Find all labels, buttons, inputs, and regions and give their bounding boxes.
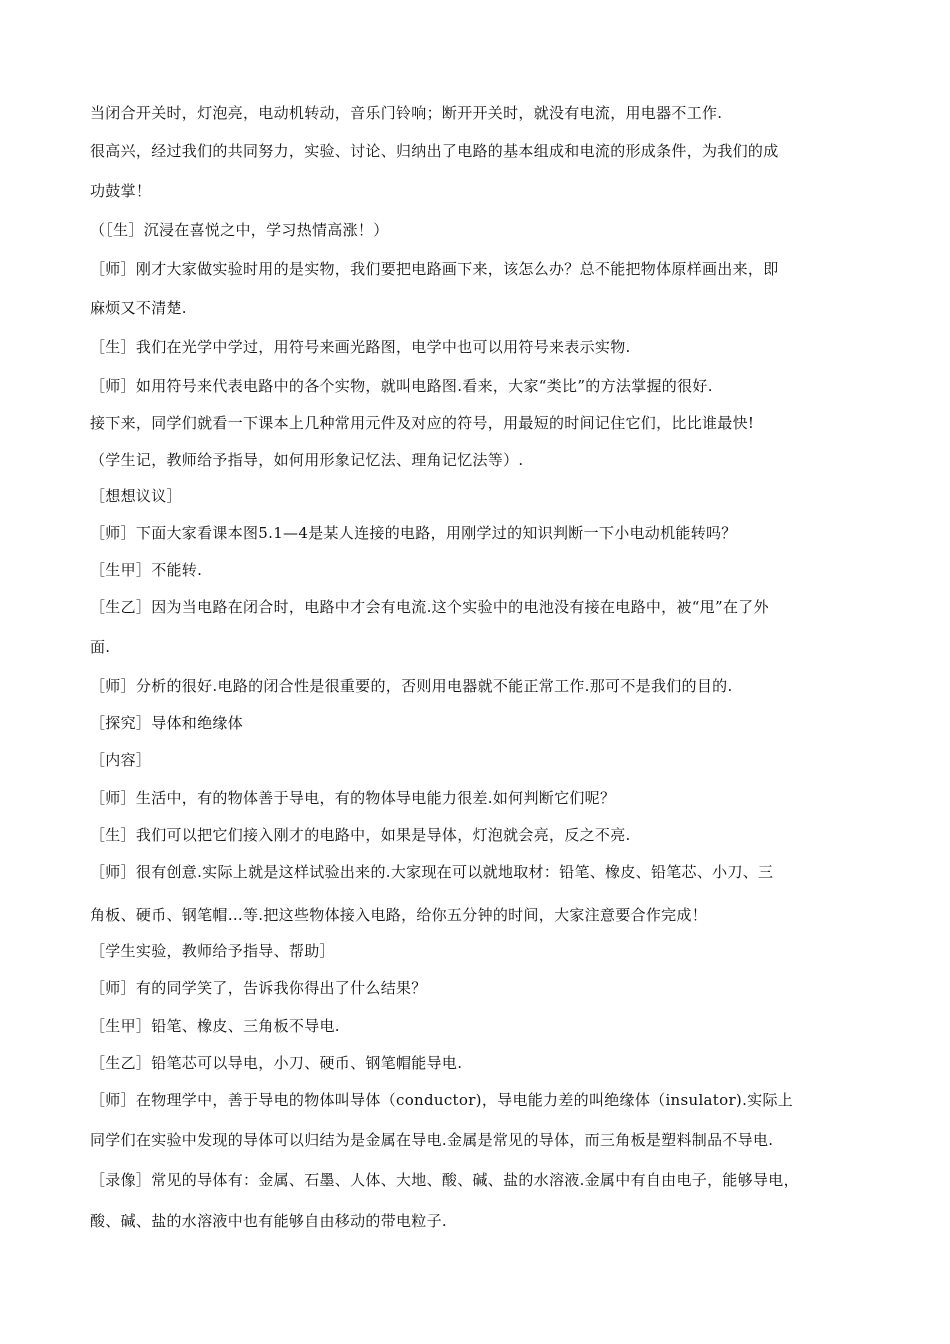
text-line: ［师］生活中，有的物体善于导电，有的物体导电能力很差.如何判断它们呢？	[90, 789, 616, 807]
text-line: 麻烦又不清楚.	[90, 299, 187, 317]
text-line: ［师］刚才大家做实验时用的是实物，我们要把电路画下来，该怎么办？总不能把物体原样画出来，即	[90, 260, 779, 278]
text-line: ［师］很有创意.实际上就是这样试验出来的.大家现在可以就地取材：铅笔、橡皮、铅笔芯、小刀、三	[90, 863, 774, 881]
text-line: ［生乙］因为当电路在闭合时，电路中才会有电流.这个实验中的电池没有接在电路中，被“甩”在了外	[90, 598, 769, 616]
text-line: ［内容］	[90, 751, 152, 769]
text-line: ［师］在物理学中，善于导电的物体叫导体（conductor)，导电能力差的叫绝缘体（insulator).实际上	[90, 1091, 794, 1109]
text-line: 很高兴，经过我们的共同努力，实验、讨论、归纳出了电路的基本组成和电流的形成条件，为我们的成	[90, 142, 779, 160]
text-line: ［师］下面大家看课本图5.1—4是某人连接的电路，用刚学过的知识判断一下小电动机能转吗？	[90, 524, 737, 542]
text-line: 角板、硬币、钢笔帽…等.把这些物体接入电路，给你五分钟的时间，大家注意要合作完成！	[90, 906, 708, 924]
text-line: ［生］我们可以把它们接入刚才的电路中，如果是导体，灯泡就会亮，反之不亮.	[90, 826, 631, 844]
text-line: ［师］分析的很好.电路的闭合性是很重要的，否则用电器就不能正常工作.那可不是我们的目的.	[90, 677, 733, 695]
text-line: 同学们在实验中发现的导体可以归结为是金属在导电.金属是常见的导体，而三角板是塑料制品不导电.	[90, 1131, 774, 1149]
text-line: （学生记，教师给予指导，如何用形象记忆法、理角记忆法等）.	[90, 451, 524, 469]
text-line: ［生甲］铅笔、橡皮、三角板不导电.	[90, 1017, 340, 1035]
text-line: ［师］如用符号来代表电路中的各个实物，就叫电路图.看来，大家“类比”的方法掌握的很好.	[90, 377, 713, 395]
text-line: 功鼓掌！	[90, 182, 152, 200]
text-line: 面.	[90, 638, 111, 656]
text-line: ［生甲］不能转.	[90, 561, 203, 579]
text-line: ［学生实验，教师给予指导、帮助］	[90, 942, 335, 960]
text-line: 酸、碱、盐的水溶液中也有能够自由移动的带电粒子.	[90, 1212, 447, 1230]
text-line: ［生乙］铅笔芯可以导电，小刀、硬币、钢笔帽能导电.	[90, 1054, 463, 1072]
text-line: ［生］我们在光学中学过，用符号来画光路图，电学中也可以用符号来表示实物.	[90, 338, 631, 356]
text-line: ［想想议议］	[90, 487, 182, 505]
text-line: 接下来，同学们就看一下课本上几种常用元件及对应的符号，用最短的时间记住它们，比比谁最快!	[90, 414, 755, 432]
text-line: （［生］沉浸在喜悦之中，学习热情高涨！）	[90, 221, 389, 239]
text-line: ［探究］导体和绝缘体	[90, 714, 244, 732]
text-line: 当闭合开关时，灯泡亮，电动机转动，音乐门铃响；断开开关时，就没有电流，用电器不工作.	[90, 104, 723, 122]
text-line: ［录像］常见的导体有：金属、石墨、人体、大地、酸、碱、盐的水溶液.金属中有自由电子，能够导电，	[90, 1171, 799, 1189]
text-line: ［师］有的同学笑了，告诉我你得出了什么结果？	[90, 979, 427, 997]
